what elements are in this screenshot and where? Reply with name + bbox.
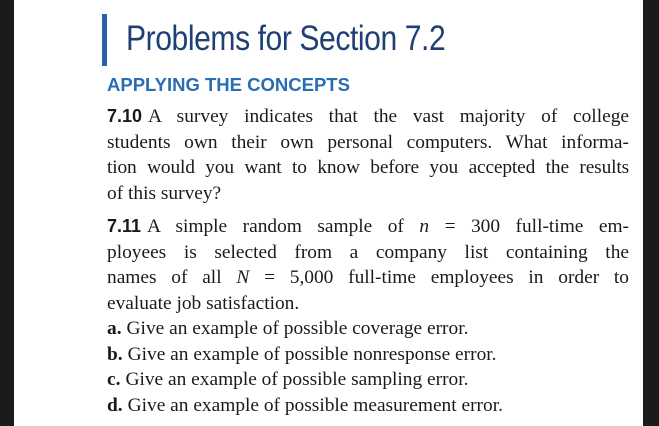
problem-7-11 [107,214,629,418]
problem-text: names of all [107,267,222,288]
problem-text: A simple random sample of [147,216,404,237]
section-subheading: APPLYING THE CONCEPTS [107,74,350,95]
title-accent-bar [102,14,107,66]
right-dark-border [643,0,659,426]
problem-text: = 5,000 full-time employees in order to [264,267,629,288]
problem-line: tion would you want to know before you accepted the results [107,157,629,178]
subpart-letter: d. [107,394,123,416]
subpart-a [107,316,629,342]
problem-number: 7.10 [107,106,143,126]
subpart-c [107,367,629,393]
section-title: Problems for Section 7.2 [126,19,446,58]
textbook-page [14,0,643,426]
subpart-text: Give an example of possible sampling error. [125,369,469,390]
subpart-text: Give an example of possible nonresponse error. [127,343,497,365]
math-variable-N: N [236,267,250,288]
problem-line: ployees is selected from a company list containing the [107,241,629,263]
problem-text: A survey indicates that the vast majority of college [148,106,629,127]
problem-list [107,104,629,418]
subpart-text: Give an example of possible measurement error. [127,394,503,416]
left-dark-border [0,0,14,426]
subpart-text: Give an example of possible coverage error. [126,318,469,339]
problem-line: students own their own personal computers. What informa- [107,131,629,153]
subpart-letter: a. [107,318,122,339]
problem-number: 7.11 [107,216,142,236]
problem-text: = 300 full-time em- [444,216,629,237]
subpart-letter: b. [107,343,123,365]
problem-line [107,265,629,291]
math-variable-n: n [419,216,430,237]
problem-line [107,214,629,240]
subpart-d [107,393,629,419]
subpart-letter: c. [107,369,121,390]
problem-line: evaluate job satisfaction. [107,292,300,314]
problem-7-10 [107,104,629,206]
problem-line: of this survey? [107,182,222,204]
subpart-b [107,342,629,368]
problem-line [107,104,629,130]
